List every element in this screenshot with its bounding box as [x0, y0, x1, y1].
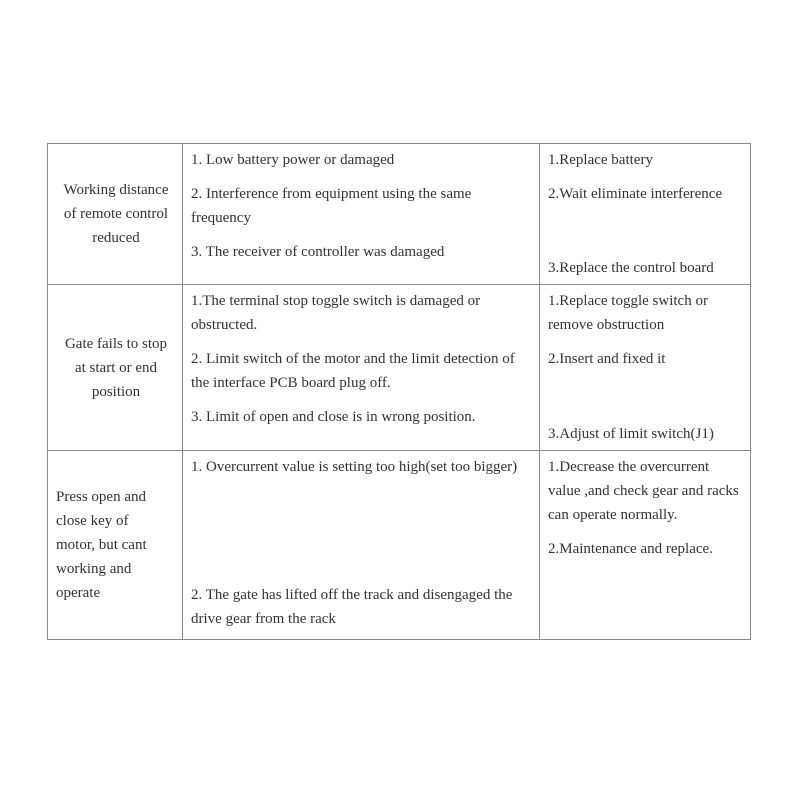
solutions-cell [540, 285, 751, 451]
solution-item: 3.Adjust of limit switch(J1) [548, 426, 714, 442]
cause-item: 2. Interference from equipment using the same frequency [191, 186, 472, 226]
symptom-cell [48, 451, 183, 640]
cause-item: 2. Limit switch of the motor and the limit detection of the interface PCB board plug off. [191, 351, 515, 391]
symptom-cell [48, 144, 183, 285]
symptom-cell [48, 285, 183, 451]
causes-cell [183, 144, 540, 285]
solutions-cell [540, 451, 751, 640]
symptom-text: Press open and close key of motor, but cant working and operate [56, 489, 147, 601]
cause-item: 3. The receiver of controller was damaged [191, 244, 445, 260]
cause-item: 2. The gate has lifted off the track and disengaged the drive gear from the rack [191, 587, 513, 627]
troubleshooting-table [47, 143, 751, 640]
solution-item: 1.Decrease the overcurrent value ,and check gear and racks can operate normally. [548, 459, 739, 523]
symptom-text: Gate fails to stop at start or end position [64, 335, 168, 400]
table-row [48, 144, 751, 285]
solution-item: 3.Replace the control board [548, 260, 714, 276]
solution-item: 2.Maintenance and replace. [548, 541, 713, 557]
table-row [48, 285, 751, 451]
solution-item: 2.Wait eliminate interference [548, 186, 723, 202]
causes-cell [183, 285, 540, 451]
cause-item: 3. Limit of open and close is in wrong position. [191, 409, 476, 425]
solutions-cell [540, 144, 751, 285]
cause-item: 1. Overcurrent value is setting too high(set too bigger) [191, 459, 518, 475]
cause-item: 1. Low battery power or damaged [191, 152, 395, 168]
solution-item: 1.Replace toggle switch or remove obstruction [548, 293, 708, 333]
table-row [48, 451, 751, 640]
cause-item: 1.The terminal stop toggle switch is damaged or obstructed. [191, 293, 481, 333]
solution-item: 1.Replace battery [548, 152, 653, 168]
causes-cell [183, 451, 540, 640]
solution-item: 2.Insert and fixed it [548, 351, 666, 367]
symptom-text: Working distance of remote control reduced [63, 182, 169, 246]
